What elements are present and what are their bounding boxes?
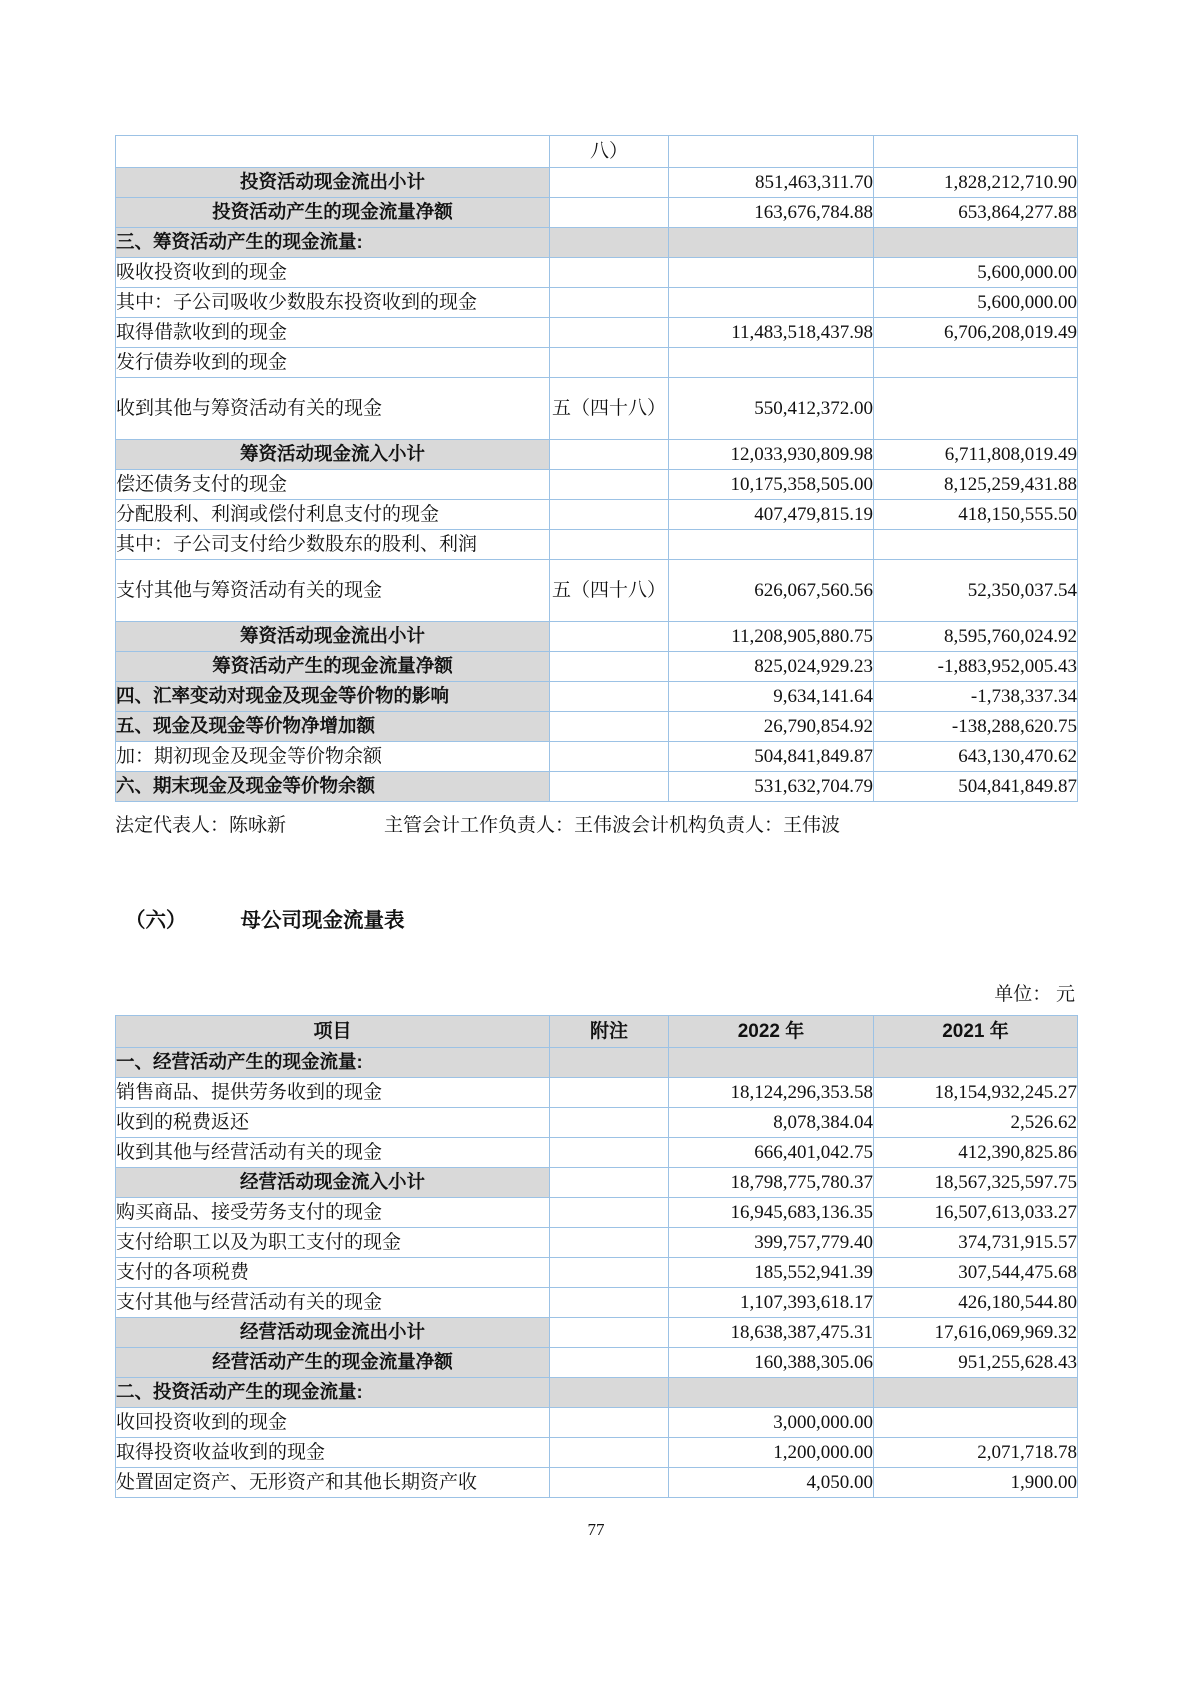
item-cell: 支付的各项税费	[116, 1258, 550, 1288]
note-cell	[550, 1048, 669, 1078]
table-row	[116, 136, 1078, 168]
item-cell: 其中：子公司吸收少数股东投资收到的现金	[116, 288, 550, 318]
column-header-2021: 2021 年	[874, 1016, 1078, 1048]
item-cell: 二、投资活动产生的现金流量:	[116, 1378, 550, 1408]
legal-representative-label: 法定代表人：陈咏新	[115, 815, 287, 836]
value-2022-cell: 3,000,000.00	[669, 1408, 874, 1438]
note-cell	[550, 1288, 669, 1318]
parent-cash-flow-table	[115, 1015, 1078, 1498]
value-2022-cell	[669, 136, 874, 168]
item-cell: 支付给职工以及为职工支付的现金	[116, 1228, 550, 1258]
value-2021-cell: 418,150,555.50	[874, 500, 1078, 530]
item-cell: 收到其他与筹资活动有关的现金	[116, 378, 550, 440]
value-2022-cell: 531,632,704.79	[669, 772, 874, 802]
page-number: 77	[587, 1520, 605, 1539]
item-cell: 四、汇率变动对现金及现金等价物的影响	[116, 682, 550, 712]
value-2021-cell	[874, 1048, 1078, 1078]
value-2021-cell: 6,706,208,019.49	[874, 318, 1078, 348]
item-cell: 取得投资收益收到的现金	[116, 1438, 550, 1468]
value-2022-cell: 12,033,930,809.98	[669, 440, 874, 470]
table-row	[116, 1198, 1078, 1228]
table-row	[116, 1438, 1078, 1468]
value-2021-cell: 5,600,000.00	[874, 288, 1078, 318]
note-cell	[550, 318, 669, 348]
note-cell	[550, 1438, 669, 1468]
note-cell	[550, 1468, 669, 1498]
item-cell: 分配股利、利润或偿付利息支付的现金	[116, 500, 550, 530]
table-row	[116, 228, 1078, 258]
table-row	[116, 318, 1078, 348]
value-2021-cell: -138,288,620.75	[874, 712, 1078, 742]
item-cell: 吸收投资收到的现金	[116, 258, 550, 288]
value-2022-cell: 1,107,393,618.17	[669, 1288, 874, 1318]
value-2022-cell: 504,841,849.87	[669, 742, 874, 772]
value-2022-cell	[669, 1378, 874, 1408]
column-header-item: 项目	[116, 1016, 550, 1048]
note-cell: 五（四十八）	[550, 560, 669, 622]
item-cell: 投资活动现金流出小计	[116, 168, 550, 198]
note-cell	[550, 772, 669, 802]
note-cell	[550, 1348, 669, 1378]
value-2022-cell: 626,067,560.56	[669, 560, 874, 622]
item-cell: 支付其他与筹资活动有关的现金	[116, 560, 550, 622]
value-2021-cell: 374,731,915.57	[874, 1228, 1078, 1258]
value-2021-cell	[874, 348, 1078, 378]
value-2022-cell: 550,412,372.00	[669, 378, 874, 440]
value-2022-cell	[669, 258, 874, 288]
item-cell: 其中：子公司支付给少数股东的股利、利润	[116, 530, 550, 560]
table-row	[116, 1378, 1078, 1408]
value-2021-cell: 426,180,544.80	[874, 1288, 1078, 1318]
value-2021-cell: 16,507,613,033.27	[874, 1198, 1078, 1228]
table-row	[116, 440, 1078, 470]
item-cell: 筹资活动产生的现金流量净额	[116, 652, 550, 682]
table-row	[116, 1228, 1078, 1258]
item-cell: 经营活动现金流入小计	[116, 1168, 550, 1198]
value-2022-cell: 11,208,905,880.75	[669, 622, 874, 652]
note-cell	[550, 1108, 669, 1138]
value-2022-cell: 851,463,311.70	[669, 168, 874, 198]
note-cell	[550, 228, 669, 258]
note-cell	[550, 530, 669, 560]
value-2021-cell: 951,255,628.43	[874, 1348, 1078, 1378]
table-row	[116, 1258, 1078, 1288]
column-header-2022: 2022 年	[669, 1016, 874, 1048]
parent-cash-flow-table-body	[116, 1016, 1078, 1498]
value-2021-cell: 504,841,849.87	[874, 772, 1078, 802]
value-2022-cell: 407,479,815.19	[669, 500, 874, 530]
value-2022-cell: 16,945,683,136.35	[669, 1198, 874, 1228]
table-row	[116, 1168, 1078, 1198]
value-2021-cell: -1,738,337.34	[874, 682, 1078, 712]
note-cell	[550, 652, 669, 682]
item-cell: 发行债券收到的现金	[116, 348, 550, 378]
section-index: （六）	[125, 909, 187, 932]
value-2022-cell	[669, 348, 874, 378]
note-cell: 八）	[550, 136, 669, 168]
column-header-note: 附注	[550, 1016, 669, 1048]
note-cell	[550, 1318, 669, 1348]
item-cell: 偿还债务支付的现金	[116, 470, 550, 500]
value-2021-cell: 2,526.62	[874, 1108, 1078, 1138]
value-2022-cell: 11,483,518,437.98	[669, 318, 874, 348]
accounting-heads-label: 主管会计工作负责人：王伟波会计机构负责人：王伟波	[384, 815, 841, 836]
item-cell: 一、经营活动产生的现金流量:	[116, 1048, 550, 1078]
table-row	[116, 258, 1078, 288]
value-2021-cell: 307,544,475.68	[874, 1258, 1078, 1288]
item-cell: 收到的税费返还	[116, 1108, 550, 1138]
note-cell	[550, 1138, 669, 1168]
top-margin	[115, 0, 1077, 135]
value-2021-cell: 18,154,932,245.27	[874, 1078, 1078, 1108]
value-2022-cell: 163,676,784.88	[669, 198, 874, 228]
value-2021-cell	[874, 228, 1078, 258]
value-2022-cell: 18,124,296,353.58	[669, 1078, 874, 1108]
item-cell: 投资活动产生的现金流量净额	[116, 198, 550, 228]
value-2021-cell: 6,711,808,019.49	[874, 440, 1078, 470]
value-2022-cell	[669, 1048, 874, 1078]
table-row	[116, 378, 1078, 440]
note-cell	[550, 198, 669, 228]
value-2021-cell: 18,567,325,597.75	[874, 1168, 1078, 1198]
note-cell	[550, 682, 669, 712]
item-cell: 销售商品、提供劳务收到的现金	[116, 1078, 550, 1108]
note-cell	[550, 712, 669, 742]
parent-table-wrap	[115, 1015, 1077, 1498]
table-row	[116, 652, 1078, 682]
value-2022-cell: 666,401,042.75	[669, 1138, 874, 1168]
value-2021-cell: 653,864,277.88	[874, 198, 1078, 228]
table-row	[116, 1138, 1078, 1168]
note-cell	[550, 348, 669, 378]
value-2021-cell: 8,595,760,024.92	[874, 622, 1078, 652]
note-cell	[550, 1168, 669, 1198]
table-row	[116, 348, 1078, 378]
item-cell: 三、筹资活动产生的现金流量:	[116, 228, 550, 258]
value-2021-cell	[874, 530, 1078, 560]
signature-line	[115, 810, 1077, 837]
item-cell: 取得借款收到的现金	[116, 318, 550, 348]
table-row	[116, 168, 1078, 198]
table-row	[116, 682, 1078, 712]
section-title: 母公司现金流量表	[240, 909, 405, 932]
value-2021-cell: 1,900.00	[874, 1468, 1078, 1498]
value-2021-cell	[874, 1408, 1078, 1438]
note-cell	[550, 168, 669, 198]
table-row	[116, 470, 1078, 500]
item-cell: 收回投资收到的现金	[116, 1408, 550, 1438]
value-2021-cell: -1,883,952,005.43	[874, 652, 1078, 682]
table-row	[116, 1468, 1078, 1498]
table-row	[116, 712, 1078, 742]
note-cell	[550, 500, 669, 530]
value-2022-cell: 4,050.00	[669, 1468, 874, 1498]
table-row	[116, 198, 1078, 228]
unit-label: 单位： 元	[994, 984, 1075, 1005]
note-cell	[550, 288, 669, 318]
table-row	[116, 1348, 1078, 1378]
table-row	[116, 1318, 1078, 1348]
value-2021-cell	[874, 136, 1078, 168]
note-cell: 五（四十八）	[550, 378, 669, 440]
value-2022-cell: 825,024,929.23	[669, 652, 874, 682]
table-row	[116, 772, 1078, 802]
value-2022-cell: 399,757,779.40	[669, 1228, 874, 1258]
note-cell	[550, 622, 669, 652]
item-cell: 经营活动现金流出小计	[116, 1318, 550, 1348]
note-cell	[550, 742, 669, 772]
item-cell: 筹资活动现金流出小计	[116, 622, 550, 652]
value-2022-cell: 18,638,387,475.31	[669, 1318, 874, 1348]
item-cell: 支付其他与经营活动有关的现金	[116, 1288, 550, 1318]
page-content	[115, 0, 1077, 1540]
note-cell	[550, 440, 669, 470]
item-cell: 经营活动产生的现金流量净额	[116, 1348, 550, 1378]
table-row	[116, 742, 1078, 772]
table-row	[116, 288, 1078, 318]
item-cell: 五、现金及现金等价物净增加额	[116, 712, 550, 742]
value-2022-cell: 185,552,941.39	[669, 1258, 874, 1288]
value-2021-cell: 52,350,037.54	[874, 560, 1078, 622]
value-2022-cell: 18,798,775,780.37	[669, 1168, 874, 1198]
table-row	[116, 500, 1078, 530]
table-row	[116, 1408, 1078, 1438]
note-cell	[550, 1198, 669, 1228]
consolidated-cash-flow-table-body	[116, 136, 1078, 802]
value-2022-cell: 10,175,358,505.00	[669, 470, 874, 500]
value-2021-cell: 17,616,069,969.32	[874, 1318, 1078, 1348]
note-cell	[550, 470, 669, 500]
table-row	[116, 622, 1078, 652]
table-row	[116, 1048, 1078, 1078]
value-2022-cell: 9,634,141.64	[669, 682, 874, 712]
table-row	[116, 560, 1078, 622]
value-2021-cell: 2,071,718.78	[874, 1438, 1078, 1468]
value-2022-cell	[669, 228, 874, 258]
value-2022-cell	[669, 530, 874, 560]
item-cell: 购买商品、接受劳务支付的现金	[116, 1198, 550, 1228]
table-row	[116, 530, 1078, 560]
value-2022-cell: 26,790,854.92	[669, 712, 874, 742]
note-cell	[550, 1078, 669, 1108]
table-header-row	[116, 1016, 1078, 1048]
note-cell	[550, 1408, 669, 1438]
value-2021-cell: 8,125,259,431.88	[874, 470, 1078, 500]
item-cell: 六、期末现金及现金等价物余额	[116, 772, 550, 802]
value-2021-cell	[874, 378, 1078, 440]
table-row	[116, 1108, 1078, 1138]
item-cell	[116, 136, 550, 168]
note-cell	[550, 258, 669, 288]
item-cell: 处置固定资产、无形资产和其他长期资产收	[116, 1468, 550, 1498]
value-2021-cell: 412,390,825.86	[874, 1138, 1078, 1168]
table-row	[116, 1288, 1078, 1318]
item-cell: 收到其他与经营活动有关的现金	[116, 1138, 550, 1168]
value-2022-cell: 160,388,305.06	[669, 1348, 874, 1378]
consolidated-cash-flow-table	[115, 135, 1078, 802]
value-2021-cell: 643,130,470.62	[874, 742, 1078, 772]
table-row	[116, 1078, 1078, 1108]
section-heading	[115, 903, 1077, 933]
note-cell	[550, 1258, 669, 1288]
value-2021-cell	[874, 1378, 1078, 1408]
value-2022-cell: 1,200,000.00	[669, 1438, 874, 1468]
item-cell: 加：期初现金及现金等价物余额	[116, 742, 550, 772]
value-2021-cell: 1,828,212,710.90	[874, 168, 1078, 198]
note-cell	[550, 1378, 669, 1408]
value-2021-cell: 5,600,000.00	[874, 258, 1078, 288]
value-2022-cell: 8,078,384.04	[669, 1108, 874, 1138]
item-cell: 筹资活动现金流入小计	[116, 440, 550, 470]
note-cell	[550, 1228, 669, 1258]
value-2022-cell	[669, 288, 874, 318]
